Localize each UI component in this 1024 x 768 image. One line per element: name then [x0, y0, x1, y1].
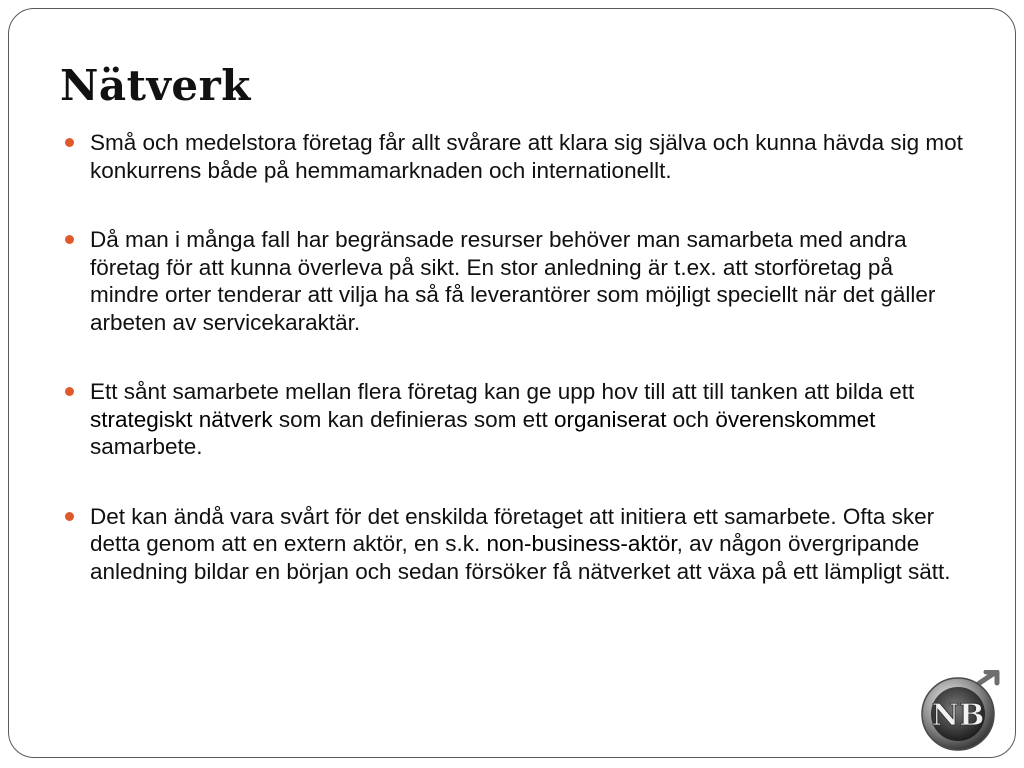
- bullet-dot-icon: [65, 235, 74, 244]
- emphasized-term: strategiskt nätverk: [90, 406, 273, 432]
- bullet-item: [65, 226, 965, 336]
- text-segment: Ett sånt samarbete mellan flera företag kan ge upp hov till att till tanken att bilda ett: [90, 379, 915, 404]
- bullet-text: [90, 379, 914, 459]
- text-segment: samarbete.: [90, 434, 203, 459]
- bullet-text: [90, 504, 951, 584]
- bullet-dot-icon: [65, 387, 74, 396]
- bullet-item: [65, 378, 965, 461]
- text-segment: Det kan ändå vara svårt för det enskilda företaget att initiera ett samarbete. Ofta sker detta genom att en extern aktör, en s.k.: [90, 503, 935, 556]
- emphasized-term: non-business-aktör: [486, 531, 677, 556]
- logo-text: NB: [931, 698, 985, 733]
- text-segment: som kan definieras som ett: [272, 406, 554, 432]
- slide-title: Nätverk: [60, 61, 251, 110]
- text-segment: och: [666, 406, 716, 432]
- bullet-item: [65, 503, 965, 586]
- bullet-text: [90, 227, 935, 335]
- emphasized-term: organiserat: [553, 406, 667, 432]
- bullet-item: [65, 129, 965, 184]
- bullet-dot-icon: [65, 138, 74, 147]
- text-segment: , av någon övergripande anledning bildar en början och sedan försöker få nätverket att växa på ett lämpligt sätt.: [90, 531, 951, 584]
- bullet-text: [90, 130, 963, 183]
- emphasized-term: överenskommet: [715, 406, 876, 432]
- text-segment: Då man i många fall har begränsade resurser behöver man samarbeta med andra företag för att kunna överleva på sikt. En stor anledning är t.ex. att storföretag på mindre orter tenderar att vilja ha så få leverantörer som möjligt speciellt när det gäller arbeten av servicekaraktär.: [90, 227, 936, 335]
- nb-logo-icon: [920, 670, 1004, 754]
- bullet-dot-icon: [65, 512, 74, 521]
- bullet-list: [65, 129, 965, 627]
- text-segment: Små och medelstora företag får allt svårare att klara sig själva och kunna hävda sig mot konkurrens både på hemmamarknaden och internationellt.: [90, 130, 963, 183]
- slide-frame: [8, 8, 1016, 758]
